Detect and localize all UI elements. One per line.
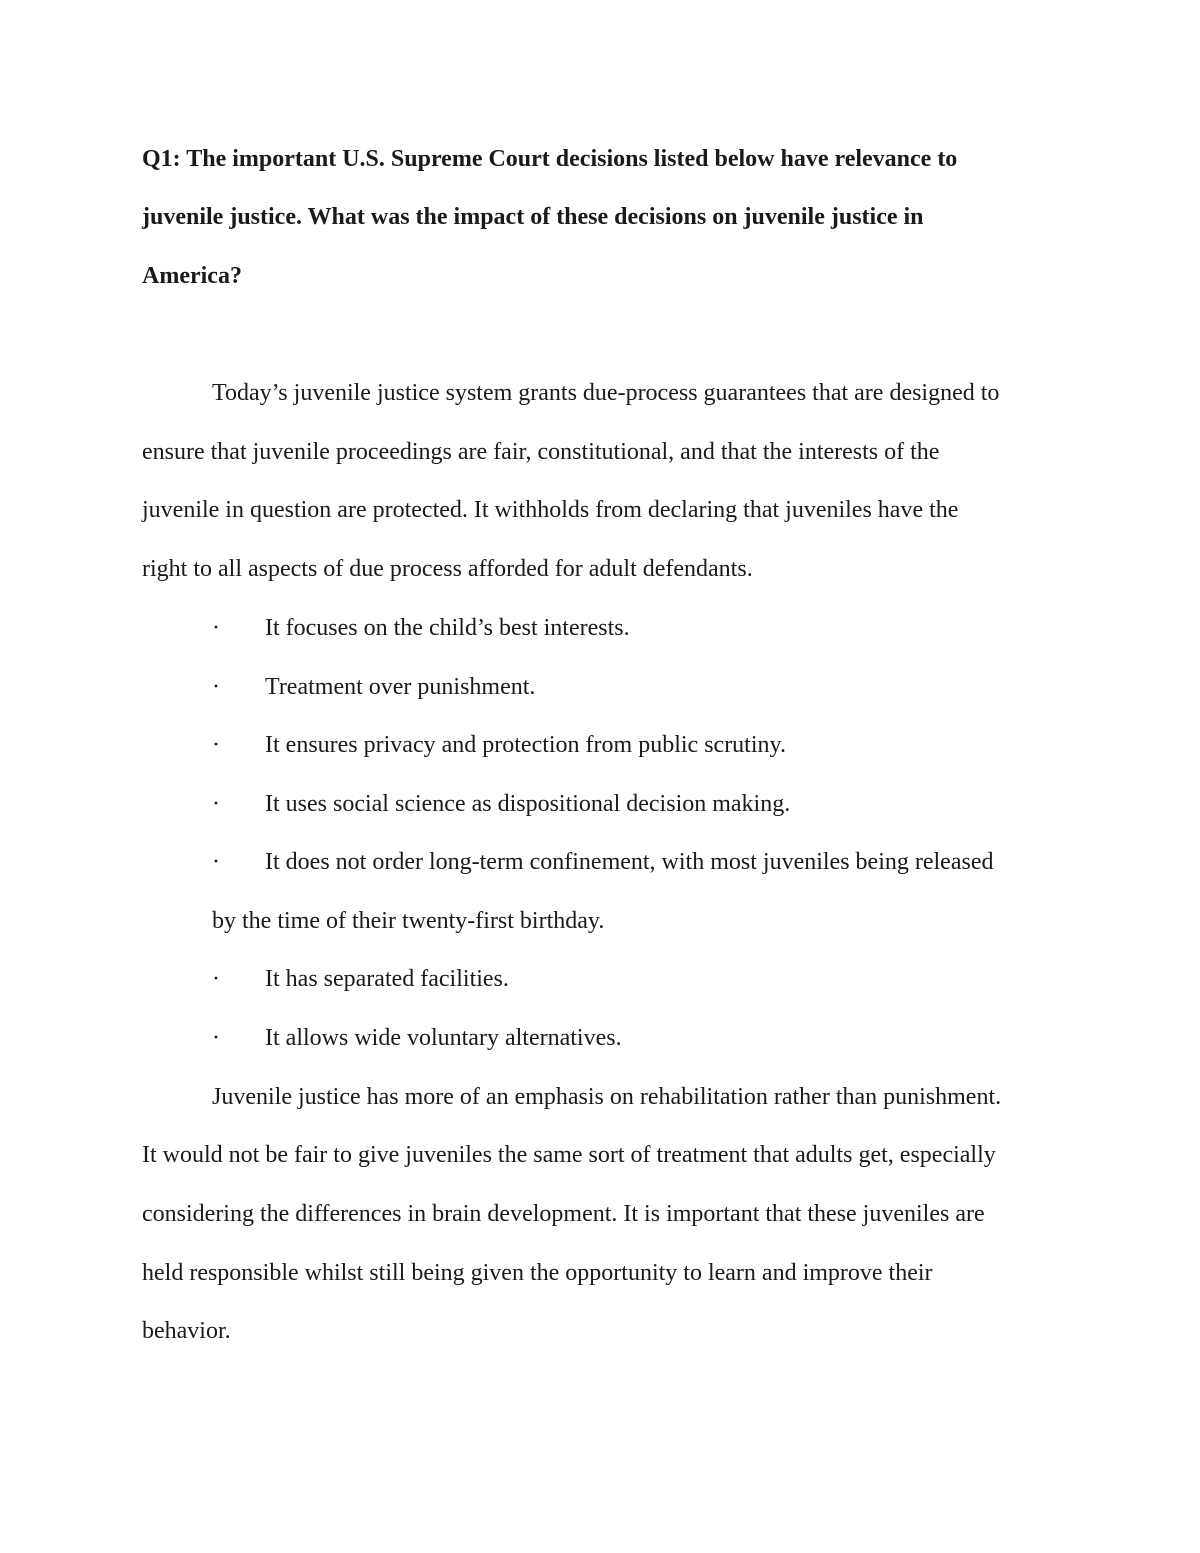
list-item: It allows wide voluntary alternatives. — [265, 1025, 622, 1051]
bullet-marker: · — [212, 1025, 220, 1051]
bullet-marker: · — [212, 791, 220, 817]
paragraph1-line-1: Today’s juvenile justice system grants due-process guarantees that are designed to — [212, 380, 1000, 406]
bullet-marker: · — [212, 966, 220, 992]
list-item: Treatment over punishment. — [265, 674, 536, 700]
paragraph1-line-4: right to all aspects of due process afforded for adult defendants. — [142, 556, 753, 582]
bullet-marker: · — [212, 849, 220, 875]
list-item: It uses social science as dispositional decision making. — [265, 791, 791, 817]
paragraph1-line-3: juvenile in question are protected. It withholds from declaring that juveniles have the — [142, 497, 959, 523]
paragraph2-line-1: Juvenile justice has more of an emphasis on rehabilitation rather than punishment. — [212, 1084, 1002, 1110]
bullet-marker: · — [212, 674, 220, 700]
bullet-marker: · — [212, 615, 220, 641]
paragraph2-line-3: considering the differences in brain development. It is important that these juveniles are — [142, 1201, 985, 1227]
question-line-2: juvenile justice. What was the impact of these decisions on juvenile justice in — [142, 204, 924, 230]
question-line-3: America? — [142, 263, 242, 289]
list-item-continuation: by the time of their twenty-first birthday. — [212, 908, 605, 934]
bullet-marker: · — [212, 732, 220, 758]
list-item: It focuses on the child’s best interests. — [265, 615, 630, 641]
question-line-1: Q1: The important U.S. Supreme Court decisions listed below have relevance to — [142, 146, 958, 172]
list-item: It does not order long-term confinement, with most juveniles being released — [265, 849, 994, 875]
paragraph2-line-2: It would not be fair to give juveniles the same sort of treatment that adults get, especially — [142, 1142, 996, 1168]
paragraph1-line-2: ensure that juvenile proceedings are fair, constitutional, and that the interests of the — [142, 439, 940, 465]
list-item: It has separated facilities. — [265, 966, 509, 992]
paragraph2-line-5: behavior. — [142, 1318, 231, 1344]
paragraph2-line-4: held responsible whilst still being given the opportunity to learn and improve their — [142, 1260, 933, 1286]
list-item: It ensures privacy and protection from public scrutiny. — [265, 732, 786, 758]
